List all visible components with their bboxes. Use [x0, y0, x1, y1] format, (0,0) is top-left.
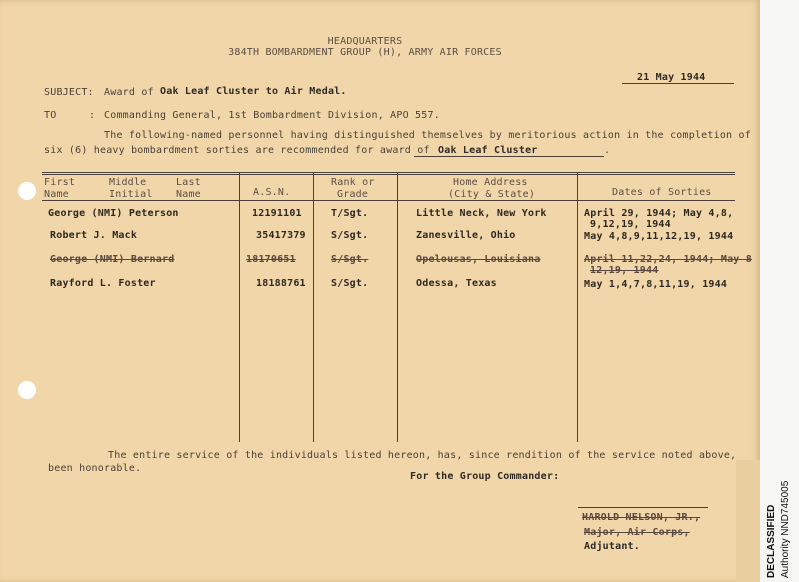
col-header-asn: A.S.N.: [253, 187, 291, 198]
subject-value: Oak Leaf Cluster to Air Medal.: [160, 86, 347, 97]
col-header-address-2: (City & State): [448, 189, 536, 200]
row-3-name: George (NMI) Bernard: [50, 254, 175, 265]
declassified-authority: Authority NND745005: [780, 480, 791, 578]
declassified-label: DECLASSIFIED: [766, 504, 777, 578]
row-4-sorties-1: May 1,4,7,8,11,19, 1944: [584, 279, 728, 290]
col-header-first-2: Name: [44, 189, 69, 200]
col-header-rank-1: Rank or: [331, 177, 375, 188]
col-header-last-2: Name: [176, 189, 201, 200]
col-divider-4: [577, 172, 578, 442]
punch-hole-bottom: [18, 381, 36, 399]
row-4-rank: S/Sgt.: [331, 278, 369, 289]
col-header-rank-2: Grade: [337, 189, 369, 200]
row-1-name: George (NMI) Peterson: [48, 208, 179, 219]
punch-hole-top: [18, 182, 36, 200]
intro-award: Oak Leaf Cluster: [438, 145, 538, 156]
col-divider-2: [313, 172, 314, 442]
col-header-address-1: Home Address: [453, 177, 528, 188]
row-4-address: Odessa, Texas: [416, 278, 497, 289]
row-3-asn: 18170651: [246, 254, 296, 265]
award-underline: [414, 156, 604, 157]
row-4-asn: 18188761: [256, 278, 306, 289]
row-3-sorties-1: April 11,22,24, 1944; May 8: [584, 254, 752, 265]
stamp-area: [736, 460, 760, 582]
col-header-last-1: Last: [176, 177, 201, 188]
col-header-first-1: First: [44, 177, 76, 188]
intro-line-1: The following-named personnel having distinguished themselves by meritorious action in the completion of: [104, 130, 751, 141]
row-1-sorties-1: April 29, 1944; May 4,8,: [584, 208, 734, 219]
signature-line: [578, 507, 708, 508]
document-date: 21 May 1944: [637, 72, 706, 83]
header-line-1: HEADQUARTERS: [327, 36, 403, 47]
row-1-address: Little Neck, New York: [416, 208, 547, 219]
row-2-rank: S/Sgt.: [331, 230, 369, 241]
intro-line-2-suffix: .: [604, 145, 611, 156]
declassified-stamp: [760, 445, 799, 582]
subject-prefix: Award of: [104, 87, 154, 98]
col-header-middle-2: Initial: [109, 189, 153, 200]
row-2-sorties-1: May 4,8,9,11,12,19, 1944: [584, 231, 734, 242]
for-group-commander: For the Group Commander:: [410, 471, 560, 482]
row-2-name: Robert J. Mack: [50, 230, 138, 241]
row-3-rank: S/Sgt.: [331, 254, 369, 265]
closing-line-1: The entire service of the individuals listed hereon, has, since rendition of the service noted above,: [108, 450, 737, 461]
signature-name: HAROLD NELSON, JR.,: [582, 512, 701, 523]
to-label: TO: [44, 110, 57, 121]
intro-line-2-prefix: six (6) heavy bombardment sorties are recommended for award of: [44, 145, 430, 156]
row-1-asn: 12191101: [252, 208, 302, 219]
header-line-2: 384TH BOMBARDMENT GROUP (H), ARMY AIR FORCES: [228, 47, 502, 58]
signature-role: Adjutant.: [584, 541, 640, 552]
col-divider-1: [239, 172, 240, 442]
signature-title: Major, Air Corps,: [584, 527, 690, 538]
table-top-rule-2: [42, 174, 735, 175]
table-header-rule: [42, 200, 735, 201]
row-3-address: Opelousas, Louisiana: [416, 254, 541, 265]
to-colon: :: [89, 110, 96, 121]
closing-line-2: been honorable.: [48, 463, 142, 474]
col-divider-3: [397, 172, 398, 442]
row-2-address: Zanesville, Ohio: [416, 230, 516, 241]
date-underline: [622, 83, 734, 84]
row-3-sorties-2: 12,19, 1944: [590, 265, 659, 276]
col-header-middle-1: Middle: [109, 177, 147, 188]
row-1-rank: T/Sgt.: [331, 208, 369, 219]
to-value: Commanding General, 1st Bombardment Division, APO 557.: [104, 110, 440, 121]
subject-label: SUBJECT:: [44, 87, 94, 98]
col-header-sorties: Dates of Sorties: [612, 187, 712, 198]
row-1-sorties-2: 9,12,19, 1944: [590, 219, 671, 230]
table-top-rule: [42, 172, 735, 173]
row-2-asn: 35417379: [256, 230, 306, 241]
row-4-name: Rayford L. Foster: [50, 278, 156, 289]
